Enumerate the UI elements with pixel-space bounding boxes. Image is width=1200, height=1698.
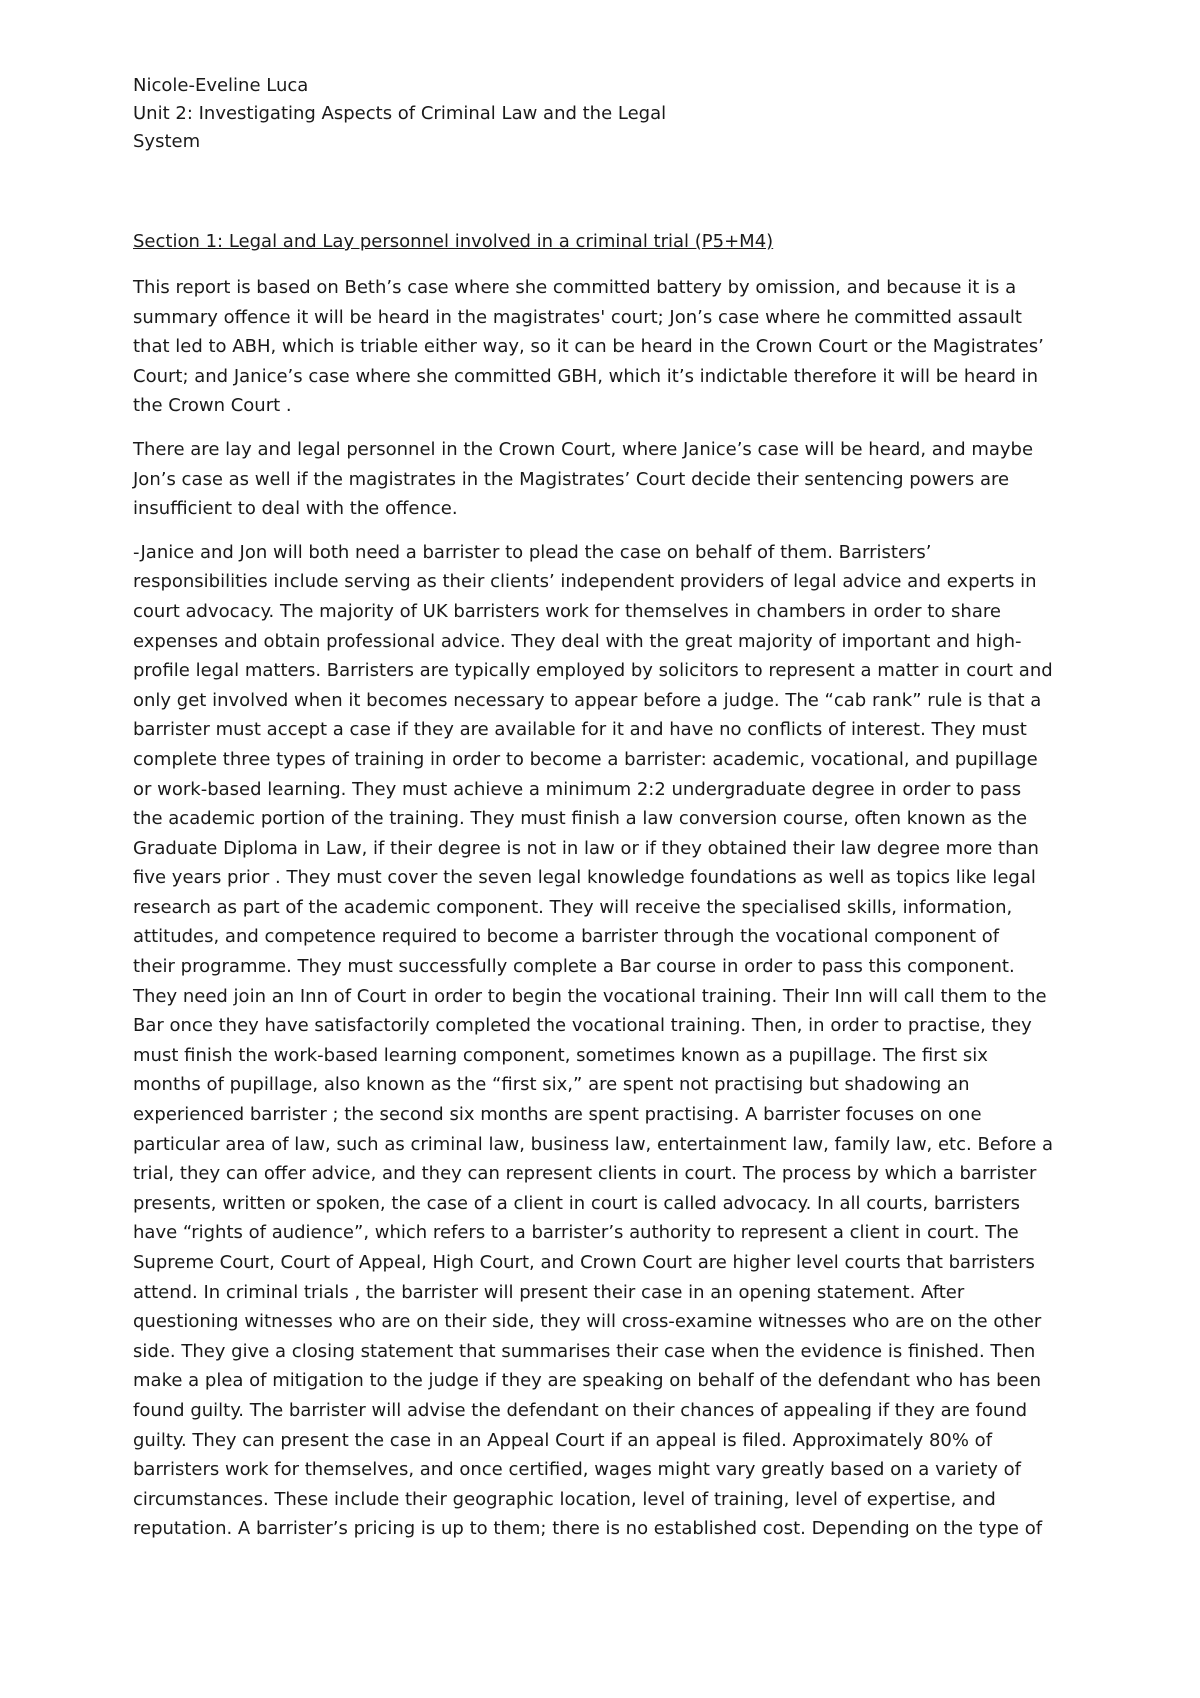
report-body	[133, 273, 1093, 1558]
author-name: Nicole-Eveline Luca	[133, 75, 309, 96]
text-line: barrister must accept a case if they are available for it and have no conflicts of interest. They must	[133, 719, 1027, 741]
unit-title-line-2: System	[133, 131, 201, 152]
text-line: that led to ABH, which is triable either way, so it can be heard in the Crown Court or the Magistrates’	[133, 336, 1044, 358]
unit-title-line-1: Unit 2: Investigating Aspects of Criminal Law and the Legal	[133, 103, 667, 124]
text-line: summary offence it will be heard in the magistrates' court; Jon’s case where he committed assault	[133, 306, 1022, 328]
text-line: responsibilities include serving as their clients’ independent providers of legal advice and experts in	[133, 571, 1037, 593]
text-line: Supreme Court, Court of Appeal, High Court, and Crown Court are higher level courts that barristers	[133, 1252, 1035, 1273]
text-line: profile legal matters. Barristers are typically employed by solicitors to represent a matter in court and	[133, 660, 1053, 682]
text-line: only get involved when it becomes necessary to appear before a judge. The “cab rank” rule is that a	[133, 689, 1042, 711]
paragraph	[133, 273, 1093, 421]
text-line: Graduate Diploma in Law, if their degree is not in law or if they obtained their law degree more than	[133, 837, 1039, 859]
paragraph	[133, 538, 1093, 1544]
text-line: research as part of the academic component. They will receive the specialised skills, information,	[133, 896, 1013, 918]
text-line: have “rights of audience”, which refers to a barrister’s authority to represent a client in court. The	[133, 1222, 1019, 1244]
text-line: court advocacy. The majority of UK barristers work for themselves in chambers in order to share	[133, 600, 1001, 622]
text-line: -Janice and Jon will both need a barrister to plead the case on behalf of them. Barristers’	[133, 541, 932, 563]
text-line: the academic portion of the training. They must finish a law conversion course, often known as the	[133, 808, 1028, 830]
text-line: experienced barrister ; the second six months are spent practising. A barrister focuses on one	[133, 1104, 982, 1126]
text-line: the Crown Court .	[133, 395, 292, 417]
text-line: insufficient to deal with the offence.	[133, 498, 458, 520]
text-line: circumstances. These include their geographic location, level of training, level of expertise, and	[133, 1488, 996, 1510]
text-line: They need join an Inn of Court in order to begin the vocational training. Their Inn will call them to the	[133, 985, 1047, 1007]
text-line: Jon’s case as well if the magistrates in the Magistrates’ Court decide their sentencing powers are	[133, 468, 1010, 490]
text-line: make a plea of mitigation to the judge if they are speaking on behalf of the defendant who has been	[133, 1370, 1042, 1392]
text-line: complete three types of training in order to become a barrister: academic, vocational, and pupillage	[133, 748, 1038, 770]
text-line: side. They give a closing statement that summarises their case when the evidence is finished. Then	[133, 1340, 1036, 1362]
text-line: particular area of law, such as criminal law, business law, entertainment law, family law, etc. Before a	[133, 1133, 1054, 1155]
section-heading: Section 1: Legal and Lay personnel involved in a criminal trial (P5+M4)	[133, 231, 774, 252]
document-header	[133, 72, 833, 156]
paragraph	[133, 435, 1093, 524]
text-line: found guilty. The barrister will advise the defendant on their chances of appealing if they are found	[133, 1399, 1028, 1421]
text-line: reputation. A barrister’s pricing is up to them; there is no established cost. Depending on the type of	[133, 1518, 1043, 1540]
text-line: barristers work for themselves, and once certified, wages might vary greatly based on a variety of	[133, 1459, 1022, 1481]
text-line: or work-based learning. They must achieve a minimum 2:2 undergraduate degree in order to pass	[133, 778, 1022, 800]
text-line: trial, they can offer advice, and they can represent clients in court. The process by which a barrister	[133, 1163, 1037, 1185]
text-line: months of pupillage, also known as the “first six,” are spent not practising but shadowing an	[133, 1074, 970, 1096]
text-line: There are lay and legal personnel in the Crown Court, where Janice’s case will be heard, and maybe	[133, 438, 1034, 460]
text-line: guilty. They can present the case in an Appeal Court if an appeal is filed. Approximately 80% of	[133, 1429, 993, 1451]
text-line: attitudes, and competence required to become a barrister through the vocational component of	[133, 926, 1000, 948]
text-line: expenses and obtain professional advice. They deal with the great majority of important and high-	[133, 630, 1022, 652]
text-line: presents, written or spoken, the case of a client in court is called advocacy. In all courts, barristers	[133, 1192, 1021, 1214]
text-line: This report is based on Beth’s case where she committed battery by omission, and because it is a	[133, 277, 1017, 298]
text-line: must finish the work-based learning component, sometimes known as a pupillage. The first six	[133, 1044, 988, 1066]
text-line: their programme. They must successfully complete a Bar course in order to pass this component.	[133, 956, 1015, 978]
text-line: questioning witnesses who are on their side, they will cross-examine witnesses who are on the other	[133, 1311, 1042, 1333]
text-line: five years prior . They must cover the seven legal knowledge foundations as well as topics like legal	[133, 867, 1036, 889]
text-line: Bar once they have satisfactorily completed the vocational training. Then, in order to practise, they	[133, 1015, 1032, 1037]
text-line: Court; and Janice’s case where she committed GBH, which it’s indictable therefore it will be heard in	[133, 365, 1039, 387]
text-line: attend. In criminal trials , the barrister will present their case in an opening statement. After	[133, 1281, 965, 1303]
